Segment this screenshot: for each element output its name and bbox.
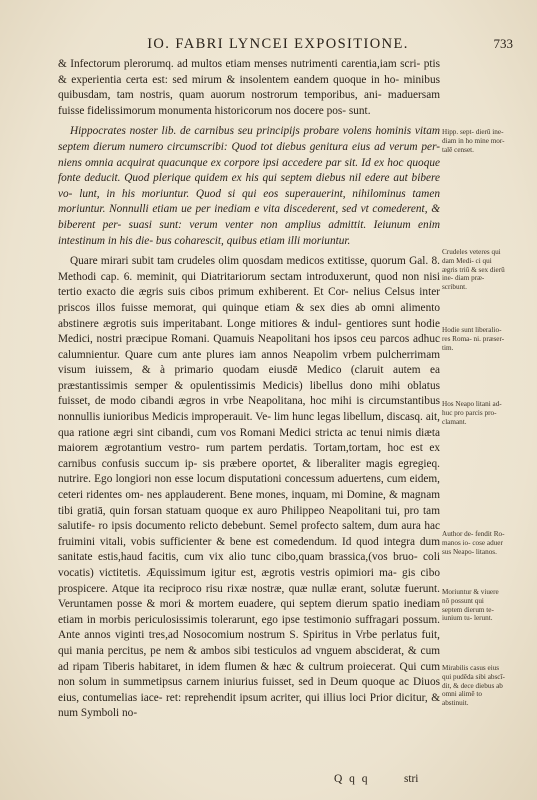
text-line: testimonio suffragari possum. Ante annos viginti tres,ad Nosocomium nostrum <box>58 613 440 642</box>
main-text <box>58 57 440 722</box>
text-line: nes applauderent. Bene mones, inquam, mi Domine, & magnam tibi gratiā, <box>58 489 440 517</box>
text-line: Nonnulli etiam ue per inediam e vita discederent, sed vt comederent, & biberent per- <box>58 203 441 231</box>
page-footer <box>58 773 440 789</box>
text-line: gis cibo prospicere. Atque ita reciproco risu rixæ nostræ, quæ nullæ erant, <box>58 567 440 595</box>
text-paragraph <box>58 254 440 722</box>
margin-note: Mirabilis casus eius qui pudēda sibi abscī- dit, & dece diebus ab omni alimē to abstinuit. <box>442 664 505 708</box>
text-line: flumen & hæc & cultrum proiecerat. Qui cum non solum in summetipsus <box>58 660 440 689</box>
margin-note: Hos Neapo litani ad- huc pro parcis pro- clamant. <box>442 400 502 426</box>
text-paragraph <box>58 57 440 119</box>
text-line: rum partem perdatis. Tortam,tortam, hoc est ex carnibus confusis succum ip- <box>58 442 441 470</box>
margin-note: Crudeles veteres qui dam Medi- ci qui ægris triū & sex dierū ine- diam præ- scribunt. <box>442 248 505 292</box>
text-line: hos ipsos ceu parcos adhuc calumnientur. Quare cum ante plures iam annos <box>58 333 440 361</box>
text-line: omni alimento abstinere ægrotis suis imperitabant. Longe mitiores & indul- <box>58 301 441 330</box>
text-line: libellus dono mihi oblatus fuisset, de modo cibandi ægros in vrbe Neapolitana, <box>58 379 440 408</box>
margin-note: Author de- fendit Ro- manos io- cose aduer sus Neapo- litanos. <box>442 530 505 556</box>
text-line: suasi sunt: verum venter non amplius admittit. Ieiunum enim intestinum in his die- <box>58 218 440 247</box>
text-line: minibus quibusdam, tam nostris, quam auorum nostrorum temporibus, ani- <box>58 73 440 102</box>
text-line: ret: reprehendit ipsum acriter, qui illius loci Prior dicitur, & num Symboli no- <box>58 691 441 720</box>
text-line: ptis & experientia certa est: sed mirum & insolentem eandem quoque in ho- <box>58 58 441 86</box>
text-line: Neapolim vrbem pulcherrimam visum iuissem, & à primario quodam eiusdē <box>58 348 440 377</box>
text-line: bus coharescit, quibus etiam illi moriuntur. <box>155 234 351 247</box>
text-line: carnem iniurius fuisset, sed in Deum quoque ac Diuos eius, contumelias iace- <box>58 676 441 704</box>
text-line: dierum spatio inediam etiam in morbis periculosissimis tolerarunt, ego ipse <box>58 598 441 626</box>
text-line: & Infectorum plerorumq. ad multos etiam menses nutrimenti carentia,iam scri- <box>58 58 421 70</box>
catchword: stri <box>404 773 419 785</box>
text-line: quod non nisi tertio exacto die ægris suis cibos primum exhiberent. Et Cor- <box>58 270 441 299</box>
text-line: dum sanitate estis,haud facitis, cum vix alio tunc cibo,quam brassica,(vos bruo- <box>58 535 440 564</box>
text-line: sis præbere oportet, & liberaliter magis egregieq. nutrire. Ego longiori non <box>58 457 440 486</box>
text-line: sunt. <box>348 104 371 117</box>
text-line: maduersam fuisse fidelissimorum monumenta historicorum nos docere pos- <box>58 89 440 117</box>
margin-note: Hipp. sept- dierū ine- diam in ho mine mor- talē censet. <box>442 128 505 154</box>
margin-note: Moriuntur & viuere nō possunt qui septem dierum te- iunium tu- lerunt. <box>442 588 499 623</box>
text-line: septem dierum numero circumscribi: Quod tot diebus genitura eius ad verum per- <box>58 140 440 153</box>
text-line: fonte deducit. Quod plerique quidem ex his qui septem diebus nil edere aut bibere vo- <box>58 172 440 200</box>
text-line: coli vocatis) victitetis. Æquissimum igitur est, ægrotis vestris opimiori ma- <box>58 551 440 579</box>
text-line: Hippocrates noster lib. de carnibus seu principijs probare volens hominis vitam <box>70 125 440 138</box>
text-line: Medico (claruit autem ea præstantissimis semper & opulentissimis Medicis) <box>58 364 441 392</box>
text-line: testiculos ad vnguem absciderat, & cum ad ripam Tiberis habitaret, in idem <box>58 644 441 673</box>
text-line: solutæ fuerunt. Veruntamen posse & mori & mortem euadere, qui septem <box>58 582 440 611</box>
text-line: lim hunc legas libellum, discasq. ait, qua ratione ægri sint cibandi, cum vos <box>58 411 441 439</box>
page-header <box>58 36 513 56</box>
running-head: IO. FABRI LYNCEI EXPOSITIONE. <box>147 36 409 52</box>
signature-mark: Q q q <box>334 773 370 785</box>
text-line: gentiores sunt hodie Medici, nostri præcipue Romani. Quamuis Neapolitani <box>58 317 440 346</box>
text-line: ro ipsis documento relicto debebunt. Semel profecto saltem, dum aura hac <box>98 520 441 533</box>
text-line: fruimini vitali, vobis sufficienter & bene est comedendum. Id quod integra <box>58 535 416 548</box>
text-line: S. Spiritus in Vrbe perlatus fuit, qui mania percitus, pe nem & ambos sibi <box>58 629 441 657</box>
text-line: Romani Medici stricta ac tenui nimis diæta maiorem ægrotantium vestro- <box>58 426 440 455</box>
text-line: nelius Celsus inter priscos illos fuisse memorat, qui quinque etiam & sex dies ab <box>58 286 440 314</box>
text-line: lunt, in his moriuntur. Quod si qui eos superauerint, nihilominus tamen moriuntur. <box>58 187 440 216</box>
text-line: quin forsan statuam quoque ex auro Philippeo Neapolitani tui, pro tam salutife- <box>58 504 440 533</box>
text-line: Quare mirari subit tam crudeles olim quosdam medicos extitisse, quorum <box>70 255 406 268</box>
text-paragraph <box>58 124 440 249</box>
margin-note: Hodie sunt liberalio- res Roma- ni. præser- tim. <box>442 326 505 352</box>
page-number: 733 <box>493 36 513 51</box>
text-line: esse locum disputationi concessum aduertens, cum eidem, ceteri ridentes om- <box>58 473 440 502</box>
text-line: hoc mihi is circumstantibus nonnullis iunioribus Medicis improperauit. Ve- <box>58 395 440 424</box>
text-line: Gal. 8. Methodi cap. 6. meminit, qui Diatritariorum sectam introduxerunt, <box>58 255 441 283</box>
text-line: niens omnia acquirat quacunque ex corpore ipsi accedere par sit. Id ex hoc quoque <box>58 156 440 169</box>
